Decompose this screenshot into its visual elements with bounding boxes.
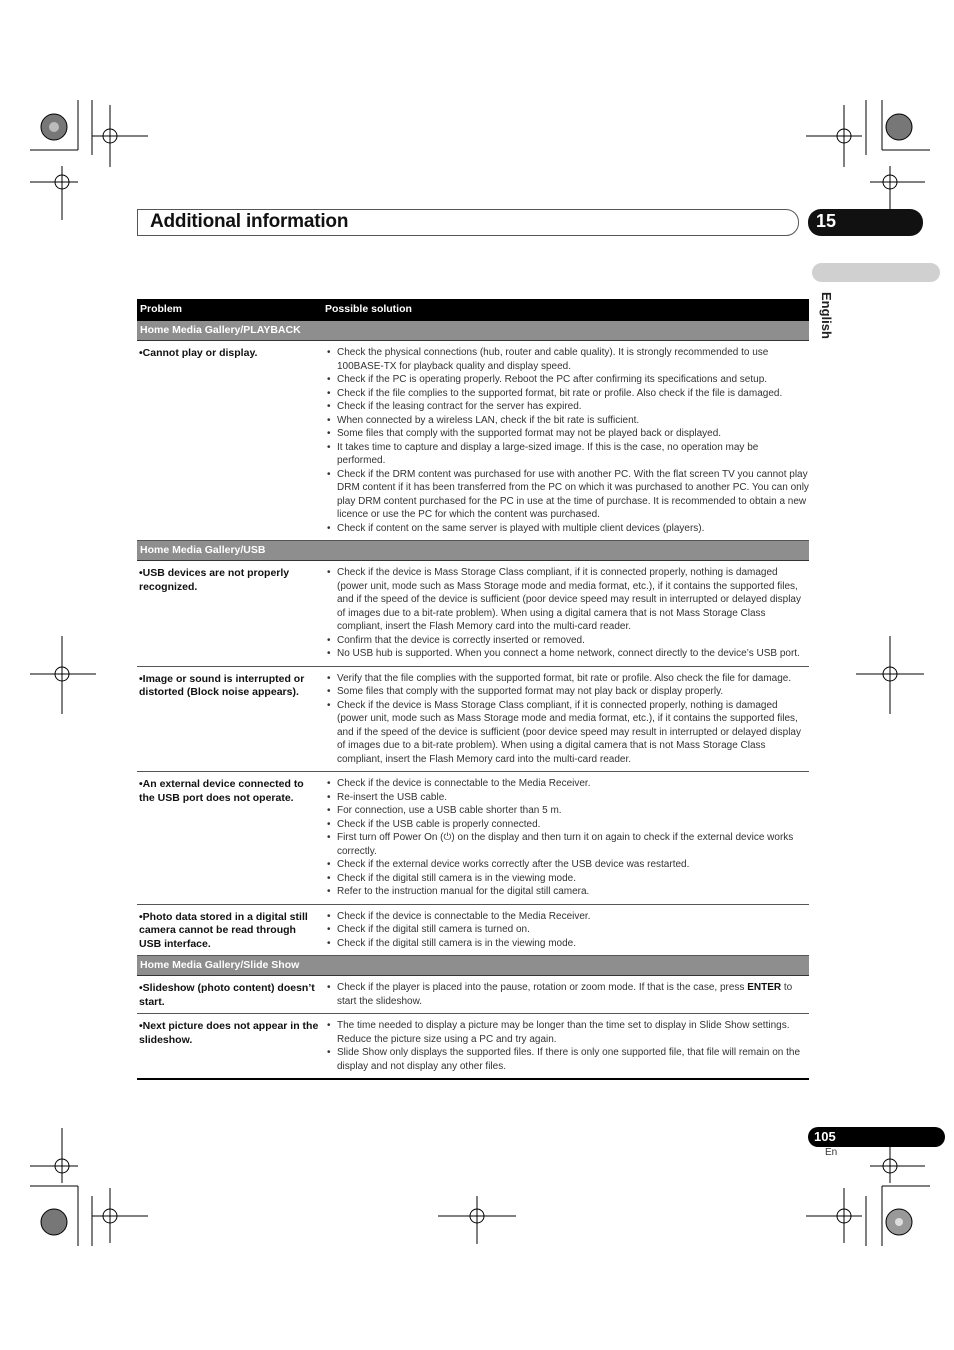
solution-item [327,981,809,1008]
solution-item: • It takes time to capture and display a large-sized image. If this is the case, no operation may be performed. [327,441,809,468]
problem-cell: •USB devices are not properly recognized. [139,567,290,593]
solution-item: • Confirm that the device is correctly inserted or removed. [327,634,809,648]
solution-cell [327,561,809,666]
solution-item: • Check the physical connections (hub, router and cable quality). It is strongly recommended to use 100BASE-TX for playback quality and display speed. [327,346,809,373]
language-tab [812,263,940,282]
section-header [137,956,809,976]
chapter-number: 15 [816,211,837,231]
solution-item: • Re-insert the USB cable. [327,791,809,805]
solution-item: • Some files that comply with the supported format may not be played back or displayed. [327,427,809,441]
solution-cell [327,1014,809,1078]
table-row [137,667,809,773]
solution-text: The time needed to display a picture may be longer than the time set to display in Slide Show settings. [337,1020,790,1031]
troubleshooting-table [137,299,809,1080]
table-row [137,561,809,667]
problem-cell: •Image or sound is interrupted or distorted (Block noise appears). [139,672,305,698]
table-header [137,299,809,321]
registration-mark-top-right [800,100,930,225]
table-row [137,905,809,957]
registration-mark-left-middle [30,636,100,716]
problem-cell: •An external device connected to the USB port does not operate. [139,778,304,804]
solution-item [327,1019,809,1046]
solution-item: • Check if the digital still camera is in the viewing mode. [327,872,809,886]
solution-item: • Check if the leasing contract for the server has expired. [327,400,809,414]
solution-item: • Refer to the instruction manual for the digital still camera. [327,885,809,899]
solution-item: • Check if the PC is operating properly. Reboot the PC after confirming its specifications and setup. [327,373,809,387]
solution-item: • Check if the device is connectable to the Media Receiver. [327,777,809,791]
enter-key-label: ENTER [747,982,782,993]
solution-item: • For connection, use a USB cable shorter than 5 m. [327,804,809,818]
section-title: Home Media Gallery/PLAYBACK [140,324,301,336]
solution-item: • Check if the device is Mass Storage Class compliant, if it is connected properly, nothing is damaged (power unit, mode such as Mass Storage mode and media format, etc.), if it contains the supported files, and if the speed of the device is sufficient (poor device speed may result in interrupted or delayed display of images due to a bit-rate problem). When using a digital camera that is not Mass Storage Class compliant, insert the Flash Memory card into the multi-card reader. [327,566,809,634]
table-row [137,772,809,905]
solution-item: • Check if the USB cable is properly connected. [327,818,809,832]
solution-item: • Verify that the file complies with the supported format, bit rate or profile. Also check the file for damage. [327,672,809,686]
solution-item: • First turn off Power On (⏻) on the display and then turn it on again to check if the external device works correctly. [327,831,809,858]
registration-mark-bottom-left [30,1128,160,1248]
solution-cell [327,976,809,1013]
problem-cell: •Slideshow (photo content) doesn’t start. [139,982,315,1008]
section-header [137,321,809,341]
section-title: Home Media Gallery/USB [140,544,266,556]
solution-item: • Check if the device is connectable to the Media Receiver. [327,910,809,924]
table-row [137,976,809,1014]
registration-mark-bottom-center [438,1196,518,1246]
solution-text: Reduce the picture size using a PC and try again. [337,1033,557,1045]
table-row [137,1014,809,1080]
table-row [137,341,809,541]
solution-cell [327,667,809,772]
solution-item: • When connected by a wireless LAN, check if the bit rate is sufficient. [327,414,809,428]
language-label: English [819,292,834,339]
solution-item: • Slide Show only displays the supported files. If there is only one supported file, that file will remain on the display and not display any other files. [327,1046,809,1073]
problem-cell: •Next picture does not appear in the slideshow. [139,1020,319,1046]
solution-text: Check if the player is placed into the pause, rotation or zoom mode. If that is the case, press [337,982,745,993]
solution-cell [327,772,809,904]
page-title: Additional information [150,211,349,232]
registration-mark-right-middle [856,636,926,716]
page-number: 105 [814,1129,836,1144]
solution-item: • Check if the device is Mass Storage Class compliant, if it is connected properly, nothing is damaged (power unit, mode such as Mass Storage mode and media format, etc.), if it contains the supported files, and if the speed of the device is sufficient (poor device speed may result in interrupted or delayed display of images due to a bit-rate problem). When using a digital camera that is not Mass Storage Class compliant, insert the Flash Memory card into the multi-card reader. [327,699,809,767]
section-title: Home Media Gallery/Slide Show [140,959,300,971]
solution-item: • Check if the digital still camera is turned on. [327,923,809,937]
solution-item: • Check if the file complies to the supported format, bit rate or profile. Also check if the file is damaged. [327,387,809,401]
chapter-tab [808,209,923,236]
problem-cell: •Photo data stored in a digital still camera cannot be read through USB interface. [139,910,308,950]
solution-cell [327,341,809,540]
section-header [137,541,809,561]
solution-item: • Check if the digital still camera is in the viewing mode. [327,937,809,951]
page-language-code: En [825,1147,838,1158]
page-number-tab [808,1127,945,1147]
solution-item: • Check if content on the same server is played with multiple client devices (players). [327,522,809,536]
solution-cell [327,905,809,956]
problem-cell: •Cannot play or display. [139,347,258,359]
solution-item: • Check if the DRM content was purchased for use with another PC. With the flat screen TV you cannot play DRM content if it has been transferred from the PC on which it was purchased to another PC. You can only play DRM content purchased for the PC in use at the time of purchase. It is recommended to obtain a new licence or use the PC for which the content was purchased. [327,468,809,522]
column-header-problem: Problem [140,303,183,315]
registration-mark-top-left [30,100,160,225]
solution-item: • Check if the external device works correctly after the USB device was restarted. [327,858,809,872]
chapter-title-bar [137,209,799,236]
column-header-solution: Possible solution [325,303,412,315]
solution-text: to start the slideshow. [337,982,793,1007]
solution-item: • Some files that comply with the supported format may not play back or display properly. [327,685,809,699]
solution-item: • No USB hub is supported. When you connect a home network, connect directly to the device’s USB port. [327,647,809,661]
